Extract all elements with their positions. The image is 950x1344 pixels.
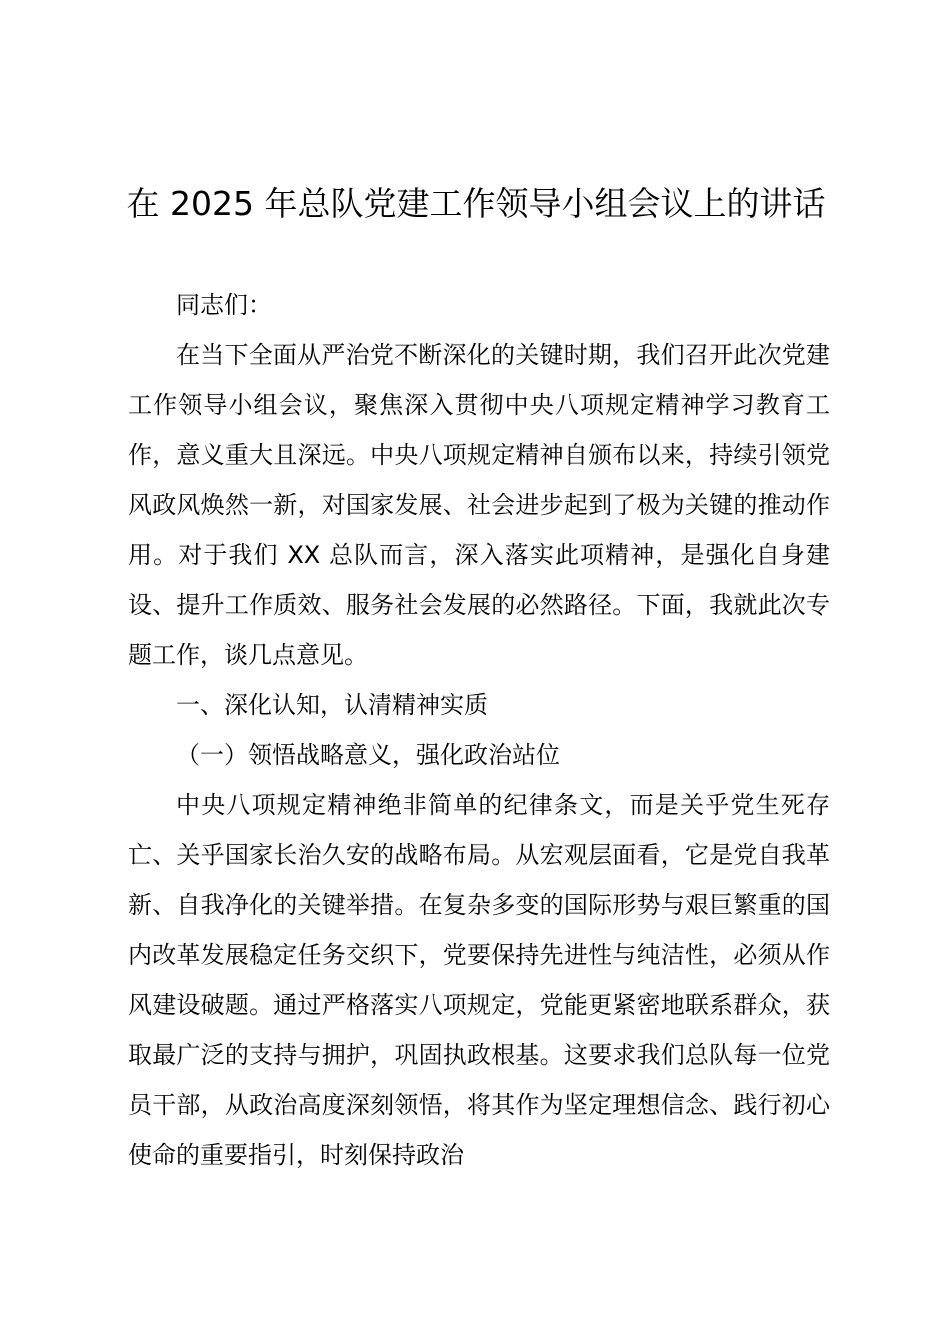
document-title: 在 2025 年总队党建工作领导小组会议上的讲话 (126, 184, 826, 223)
subsection-heading-1-1: （一）领悟战略意义，强化政治站位 (176, 741, 560, 769)
intro-paragraph: 在当下全面从严治党不断深化的关键时期，我们召开此次党建工作领导小组会议，聚焦深入贯彻中央八项规定精神学习教育工作，意义重大且深远。中央八项规定精神自颁布以来，持续引领党风政风焕然一新，对国家发展、社会进步起到了极为关键的推动作用。对于我们 XX 总队而言，深入落实此项精神，是强化自身建设、提升工作质效、服务社会发展的必然路径。下面，我就此次专题工作，谈几点意见。 (128, 341, 830, 669)
document-body (128, 280, 830, 1180)
body-paragraph: 中央八项规定精神绝非简单的纪律条文，而是关乎党生死存亡、关乎国家长治久安的战略布局。从宏观层面看，它是党自我革新、自我净化的关键举措。在复杂多变的国际形势与艰巨繁重的国内改革发展稳定任务交织下，党要保持先进性与纯洁性，必须从作风建设破题。通过严格落实八项规定，党能更紧密地联系群众，获取最广泛的支持与拥护，巩固执政根基。这要求我们总队每一位党员干部，从政治高度深刻领悟，将其作为坚定理想信念、践行初心使命的重要指引，时刻保持政治 (128, 791, 830, 1169)
salutation: 同志们： (176, 291, 272, 319)
section-heading-1: 一、深化认知，认清精神实质 (176, 691, 488, 719)
